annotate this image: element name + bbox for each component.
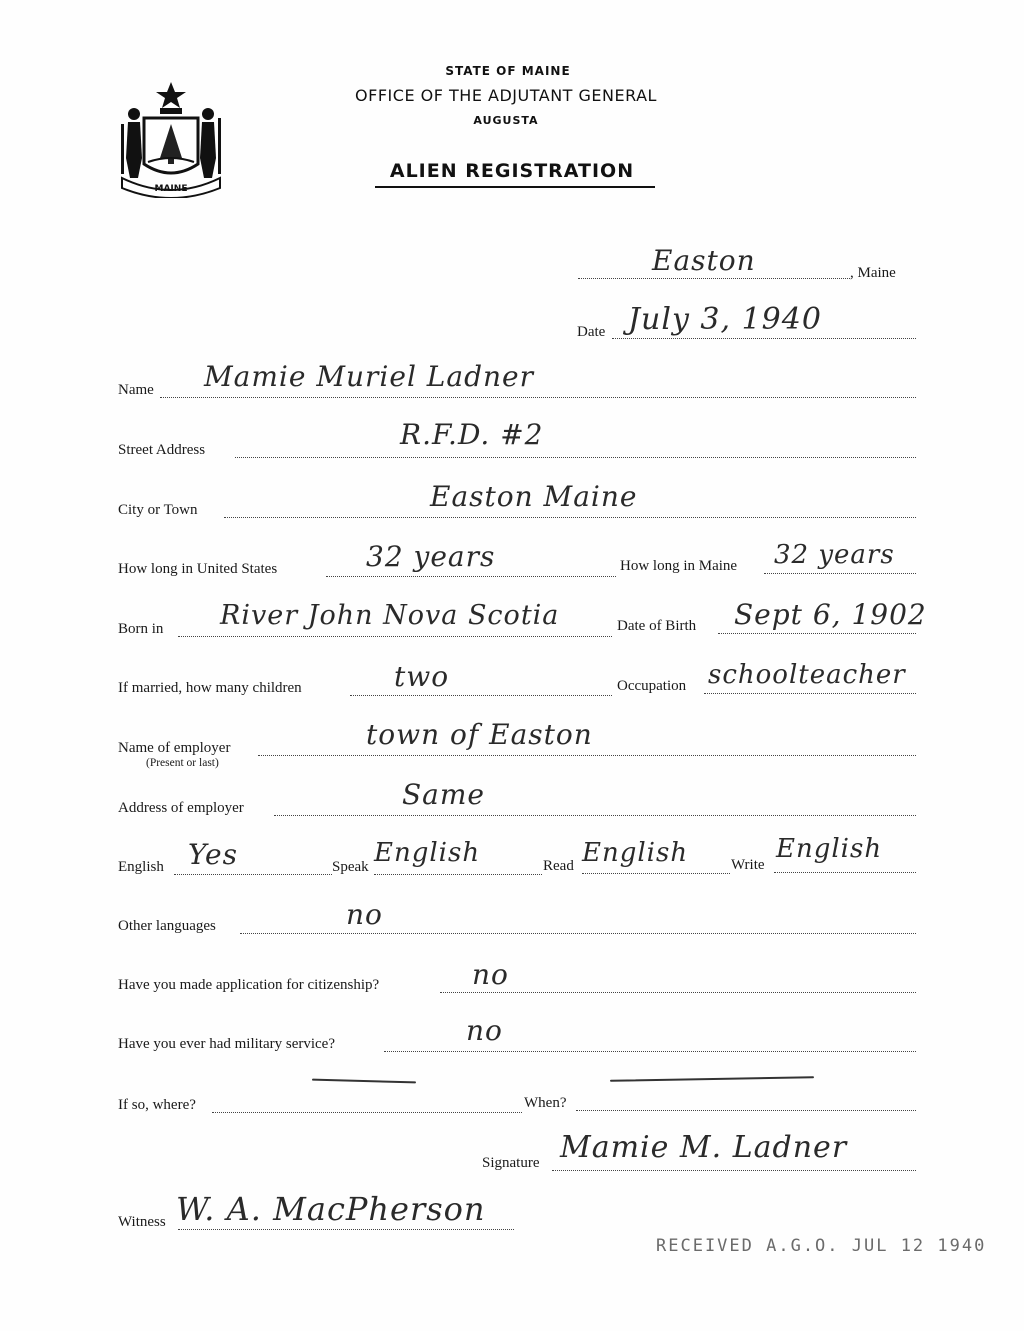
witness-line bbox=[178, 1229, 514, 1230]
where-dash bbox=[312, 1079, 416, 1084]
name-line bbox=[160, 397, 916, 398]
name-value: Mamie Muriel Ladner bbox=[204, 360, 535, 393]
write-value: English bbox=[776, 834, 883, 864]
where-line bbox=[212, 1112, 522, 1113]
other-languages-line bbox=[240, 933, 916, 934]
children-line bbox=[350, 695, 612, 696]
maine-time-line bbox=[764, 573, 916, 574]
other-languages-value: no bbox=[346, 898, 383, 931]
signature-value: Mamie M. Ladner bbox=[560, 1130, 848, 1165]
english-line bbox=[174, 874, 332, 875]
english-label: English bbox=[118, 859, 164, 875]
occupation-value: schoolteacher bbox=[708, 660, 906, 690]
street-value: R.F.D. #2 bbox=[400, 418, 544, 451]
read-label: Read bbox=[543, 858, 574, 874]
title-underline bbox=[375, 186, 655, 188]
born-label: Born in bbox=[118, 621, 164, 637]
town-line bbox=[578, 278, 850, 279]
employer-value: town of Easton bbox=[366, 718, 593, 751]
us-time-label: How long in United States bbox=[118, 561, 278, 577]
city-value: Easton Maine bbox=[430, 480, 638, 513]
form-title: ALIEN REGISTRATION bbox=[389, 160, 635, 182]
other-languages-label: Other languages bbox=[118, 918, 216, 934]
maine-time-value: 32 years bbox=[774, 540, 895, 570]
speak-label: Speak bbox=[332, 859, 369, 875]
citizenship-value: no bbox=[472, 958, 509, 991]
received-stamp: RECEIVED A.G.O. JUL 12 1940 bbox=[656, 1236, 987, 1256]
town-value: Easton bbox=[652, 244, 756, 277]
write-label: Write bbox=[731, 857, 765, 873]
read-value: English bbox=[582, 838, 689, 868]
when-label: When? bbox=[524, 1095, 567, 1111]
citizenship-label: Have you made application for citizenship? bbox=[118, 977, 380, 993]
children-value: two bbox=[394, 660, 450, 693]
dob-label: Date of Birth bbox=[617, 618, 697, 634]
children-label: If married, how many children bbox=[118, 680, 302, 696]
born-value: River John Nova Scotia bbox=[220, 600, 560, 631]
street-line bbox=[235, 457, 916, 458]
date-label: Date bbox=[577, 324, 606, 340]
svg-text:MAINE: MAINE bbox=[154, 184, 188, 194]
military-line bbox=[384, 1051, 916, 1052]
employer-label: Name of employer bbox=[118, 740, 231, 756]
employer-address-value: Same bbox=[402, 778, 485, 811]
dob-value: Sept 6, 1902 bbox=[734, 598, 927, 631]
signature-line bbox=[552, 1170, 916, 1171]
citizenship-line bbox=[440, 992, 916, 993]
military-label: Have you ever had military service? bbox=[118, 1036, 335, 1052]
date-line bbox=[612, 338, 916, 339]
english-value: Yes bbox=[188, 838, 238, 871]
header-state: STATE OF MAINE bbox=[445, 64, 571, 78]
when-line bbox=[576, 1110, 916, 1111]
header-office: OFFICE OF THE ADJUTANT GENERAL bbox=[355, 86, 657, 105]
maine-time-label: How long in Maine bbox=[620, 558, 738, 574]
speak-line bbox=[374, 874, 542, 875]
header-city: AUGUSTA bbox=[473, 114, 539, 127]
occupation-line bbox=[704, 693, 916, 694]
us-time-value: 32 years bbox=[366, 540, 496, 573]
employer-address-line bbox=[274, 815, 916, 816]
read-line bbox=[582, 873, 730, 874]
witness-label: Witness bbox=[118, 1214, 166, 1230]
signature-label: Signature bbox=[482, 1155, 540, 1171]
town-suffix: , Maine bbox=[850, 265, 896, 281]
city-line bbox=[224, 517, 916, 518]
employer-address-label: Address of employer bbox=[118, 800, 244, 816]
speak-value: English bbox=[374, 838, 481, 868]
dob-line bbox=[718, 633, 916, 634]
us-time-line bbox=[326, 576, 616, 577]
date-value: July 3, 1940 bbox=[628, 302, 822, 337]
employer-line bbox=[258, 755, 916, 756]
write-line bbox=[774, 872, 916, 873]
name-label: Name bbox=[118, 382, 154, 398]
witness-value: W. A. MacPherson bbox=[176, 1190, 486, 1228]
military-value: no bbox=[466, 1014, 503, 1047]
employer-sublabel: (Present or last) bbox=[146, 757, 219, 769]
born-line bbox=[178, 636, 612, 637]
when-dash bbox=[610, 1076, 814, 1082]
street-label: Street Address bbox=[118, 442, 206, 458]
occupation-label: Occupation bbox=[617, 678, 687, 694]
where-label: If so, where? bbox=[118, 1097, 196, 1113]
city-label: City or Town bbox=[118, 502, 198, 518]
